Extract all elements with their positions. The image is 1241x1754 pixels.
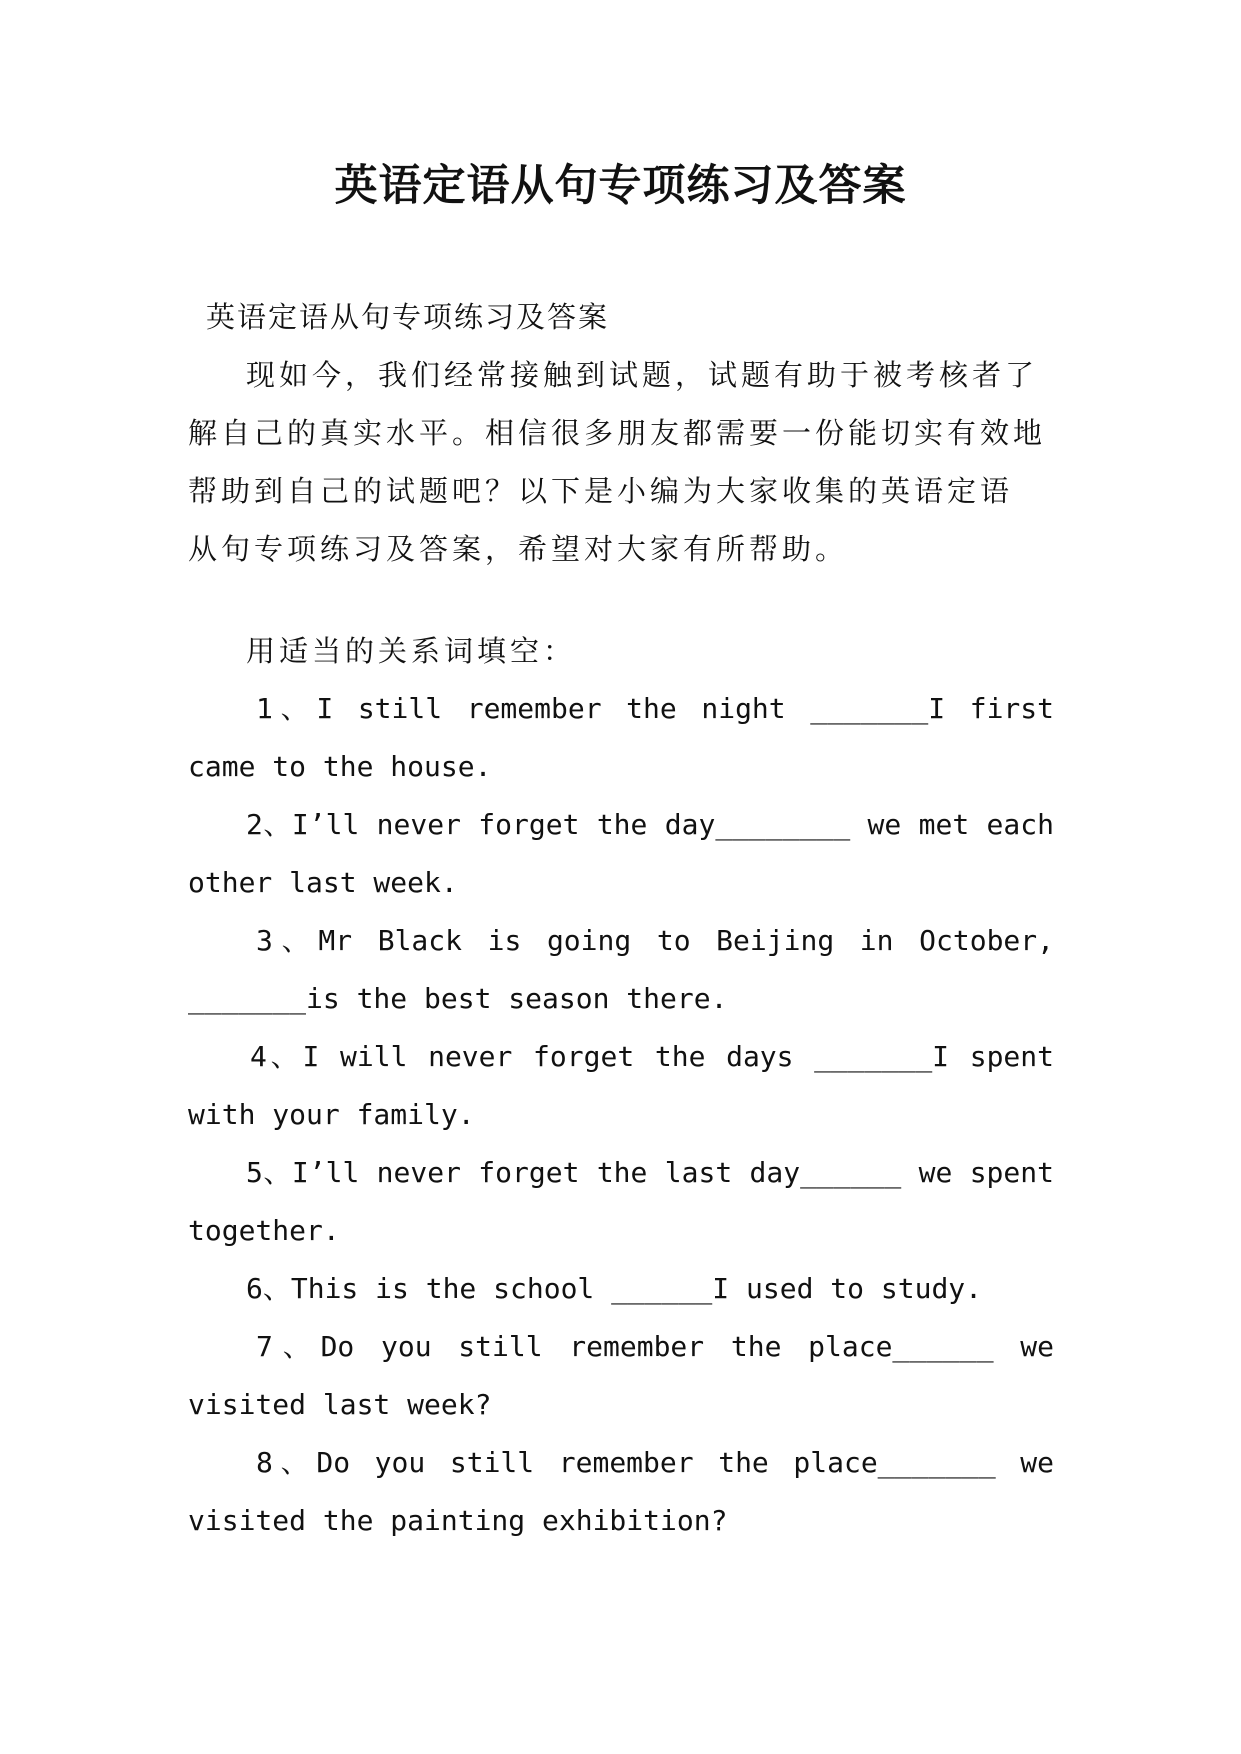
question-8-line-2: visited the painting exhibition? bbox=[188, 1504, 728, 1537]
question-2-line-2: other last week. bbox=[188, 866, 458, 899]
question-1-line-1: 1、I still remember the night _______I first bbox=[256, 692, 1054, 725]
document-title: 英语定语从句专项练习及答案 bbox=[334, 161, 907, 211]
question-5-line-1: 5、I’ll never forget the last day______ we spent bbox=[246, 1156, 1054, 1189]
instruction: 用适当的关系词填空： bbox=[246, 634, 577, 668]
document-body bbox=[188, 288, 1054, 1550]
question-3-line-2: _______is the best season there. bbox=[188, 982, 728, 1015]
question-2-line-1: 2、I’ll never forget the day________ we met each bbox=[246, 808, 1054, 841]
question-1-line-2: came to the house. bbox=[188, 750, 492, 783]
question-3-line-1: 3、Mr Black is going to Beijing in October, bbox=[256, 924, 1054, 957]
question-8-line-1: 8、Do you still remember the place_______ we bbox=[256, 1446, 1054, 1479]
intro-line-2: 解自己的真实水平。相信很多朋友都需要一份能切实有效地 bbox=[188, 416, 1047, 450]
paragraph-gap bbox=[188, 578, 1054, 622]
intro-line-1: 现如今，我们经常接触到试题，试题有助于被考核者了 bbox=[246, 358, 1039, 392]
intro-line-4: 从句专项练习及答案，希望对大家有所帮助。 bbox=[188, 532, 849, 566]
question-7-line-1: 7、Do you still remember the place______ we bbox=[256, 1330, 1054, 1363]
question-4-line-1: 4、I will never forget the days _______I spent bbox=[250, 1040, 1054, 1073]
intro-line-3: 帮助到自己的试题吧？以下是小编为大家收集的英语定语 bbox=[188, 474, 1014, 508]
question-4-line-2: with your family. bbox=[188, 1098, 475, 1131]
question-6-line-1: 6、This is the school ______I used to study. bbox=[246, 1272, 983, 1305]
question-7-line-2: visited last week? bbox=[188, 1388, 492, 1421]
subtitle: 英语定语从句专项练习及答案 bbox=[206, 300, 610, 334]
question-5-line-2: together. bbox=[188, 1214, 340, 1247]
